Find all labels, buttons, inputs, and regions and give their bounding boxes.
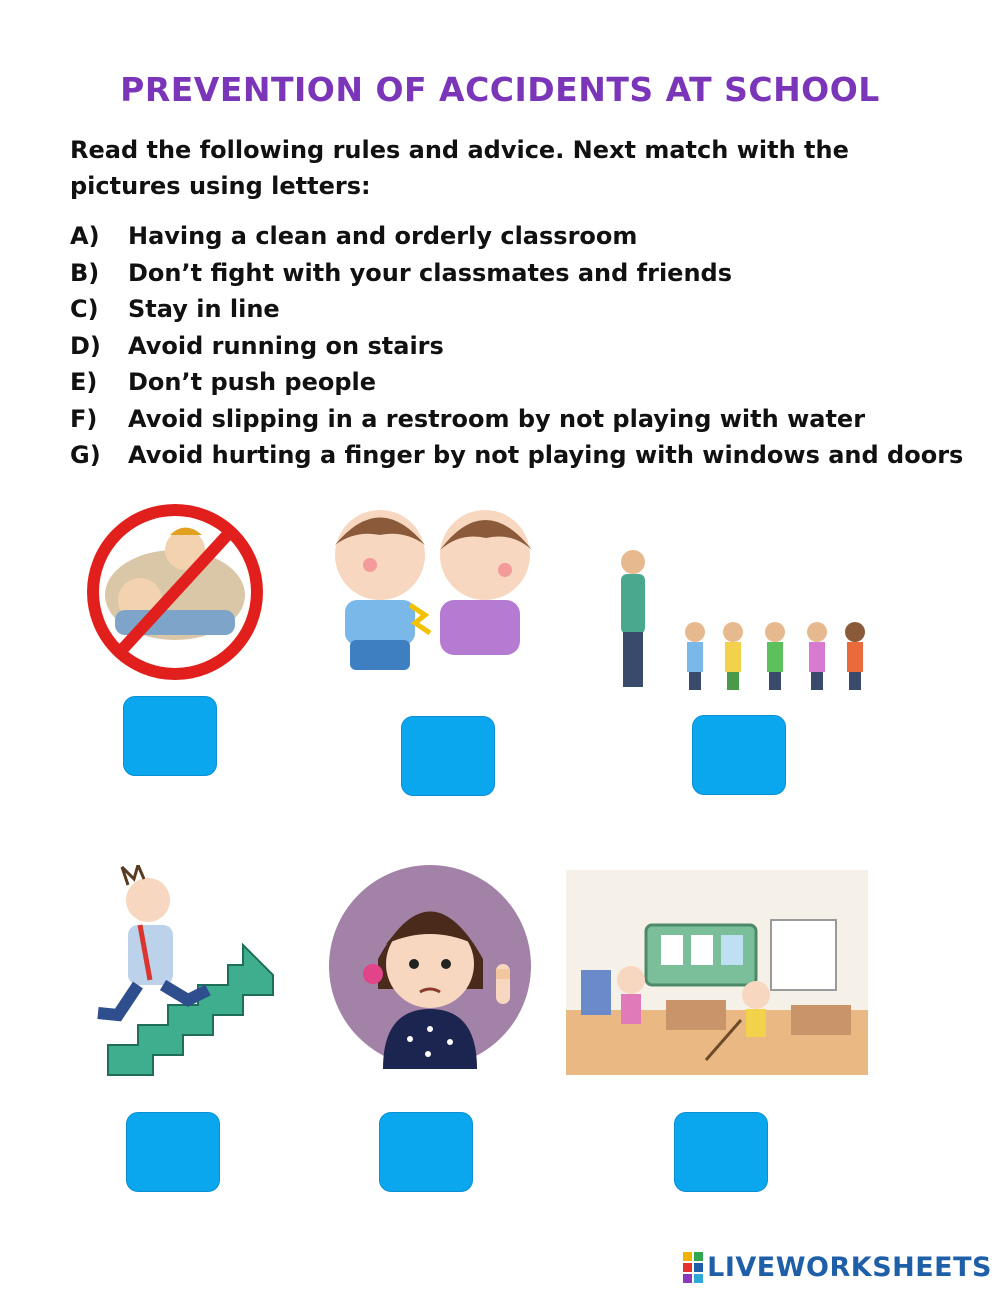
answer-box-5[interactable] [379, 1112, 473, 1192]
rule-letter: B) [70, 258, 100, 287]
man-head [126, 878, 170, 922]
page-title: PREVENTION OF ACCIDENTS AT SCHOOL [120, 70, 880, 109]
rule-text: Don’t fight with your classmates and friends [128, 258, 733, 287]
rule-text: Avoid slipping in a restroom by not playing with water [128, 404, 866, 433]
rule-letter: F) [70, 404, 98, 433]
rule-letter: G) [70, 441, 101, 470]
child-figure [845, 622, 865, 690]
answer-box-3[interactable] [692, 715, 786, 795]
brand-footer [683, 1252, 992, 1283]
desk [666, 1000, 726, 1030]
teacher-figure [621, 550, 645, 574]
rule-letter: A) [70, 222, 100, 251]
rule-item [70, 364, 970, 401]
rule-text: Avoid hurting a finger by not playing with windows and doors [128, 441, 964, 470]
children-cleaning-classroom-image [566, 870, 868, 1075]
answer-box-6[interactable] [674, 1112, 768, 1192]
no-fighting-sign-image [75, 500, 275, 685]
rule-item [70, 401, 970, 438]
answer-box-2[interactable] [401, 716, 495, 796]
rules-list [70, 218, 970, 474]
rule-text: Don’t push people [128, 368, 377, 397]
window [771, 920, 836, 990]
brand-name: LIVEWORKSHEETS [707, 1252, 992, 1283]
answer-box-4[interactable] [126, 1112, 220, 1192]
rule-item [70, 437, 970, 474]
rule-letter: E) [70, 368, 98, 397]
children-in-line-image [605, 540, 885, 695]
liveworksheets-logo-icon [683, 1252, 703, 1283]
rule-text: Having a clean and orderly classroom [128, 222, 638, 251]
rule-item [70, 218, 970, 255]
child-figure [807, 622, 827, 690]
rule-text: Avoid running on stairs [128, 331, 444, 360]
instructions: Read the following rules and advice. Next match with the pictures using letters: [70, 136, 849, 200]
rule-item [70, 328, 970, 365]
children-pushing-image [315, 500, 570, 695]
girl-hurt-finger-image [328, 864, 533, 1069]
child-figure [723, 622, 743, 690]
rule-item [70, 255, 970, 292]
rule-letter: D) [70, 331, 101, 360]
answer-box-1[interactable] [123, 696, 217, 776]
rule-item [70, 291, 970, 328]
desk [791, 1005, 851, 1035]
rule-letter: C) [70, 295, 99, 324]
rule-text: Stay in line [128, 295, 280, 324]
man-running-stairs-image [68, 865, 278, 1077]
child-figure [765, 622, 785, 690]
girl-cleaning-figure [617, 966, 645, 1024]
child-figure [685, 622, 705, 690]
